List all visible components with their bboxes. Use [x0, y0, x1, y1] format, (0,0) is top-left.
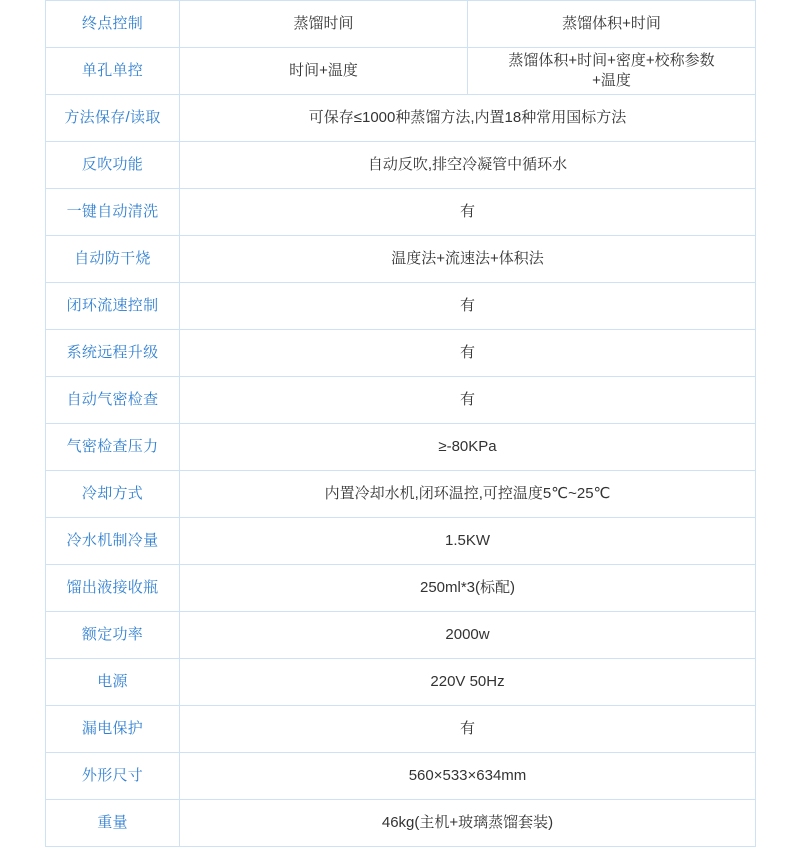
spec-label: 终点控制	[46, 1, 180, 48]
spec-value: 2000w	[180, 612, 756, 659]
spec-label: 气密检查压力	[46, 424, 180, 471]
spec-value: 有	[180, 377, 756, 424]
spec-value: 有	[180, 706, 756, 753]
specification-table-body	[46, 1, 756, 847]
spec-value: ≥-80KPa	[180, 424, 756, 471]
spec-label: 电源	[46, 659, 180, 706]
spec-label: 馏出液接收瓶	[46, 565, 180, 612]
spec-label: 闭环流速控制	[46, 283, 180, 330]
spec-value: 自动反吹,排空冷凝管中循环水	[180, 142, 756, 189]
specification-table	[45, 0, 756, 847]
spec-value: 有	[180, 189, 756, 236]
spec-value: 1.5KW	[180, 518, 756, 565]
table-row	[46, 330, 756, 377]
spec-label: 自动防干烧	[46, 236, 180, 283]
table-row	[46, 612, 756, 659]
spec-label: 额定功率	[46, 612, 180, 659]
spec-label: 一键自动清洗	[46, 189, 180, 236]
spec-label: 冷却方式	[46, 471, 180, 518]
spec-label: 漏电保护	[46, 706, 180, 753]
table-row	[46, 753, 756, 800]
table-row	[46, 236, 756, 283]
spec-value: 内置冷却水机,闭环温控,可控温度5℃~25℃	[180, 471, 756, 518]
table-row	[46, 283, 756, 330]
spec-label: 重量	[46, 800, 180, 847]
spec-value: 250ml*3(标配)	[180, 565, 756, 612]
spec-label: 系统远程升级	[46, 330, 180, 377]
spec-value: 温度法+流速法+体积法	[180, 236, 756, 283]
spec-value: 蒸馏体积+时间+密度+校称参数 +温度	[468, 48, 756, 95]
table-row	[46, 565, 756, 612]
table-row	[46, 518, 756, 565]
spec-value: 220V 50Hz	[180, 659, 756, 706]
spec-label: 方法保存/读取	[46, 95, 180, 142]
table-row	[46, 95, 756, 142]
table-row	[46, 706, 756, 753]
spec-label: 自动气密检查	[46, 377, 180, 424]
table-row	[46, 377, 756, 424]
spec-label: 反吹功能	[46, 142, 180, 189]
spec-value: 有	[180, 330, 756, 377]
table-row	[46, 659, 756, 706]
spec-value: 时间+温度	[180, 48, 468, 95]
table-row	[46, 142, 756, 189]
spec-label: 单孔单控	[46, 48, 180, 95]
table-row	[46, 48, 756, 95]
table-row	[46, 424, 756, 471]
table-row	[46, 800, 756, 847]
spec-value: 有	[180, 283, 756, 330]
spec-label: 外形尺寸	[46, 753, 180, 800]
spec-value: 46kg(主机+玻璃蒸馏套装)	[180, 800, 756, 847]
table-row	[46, 1, 756, 48]
spec-value: 蒸馏体积+时间	[468, 1, 756, 48]
spec-value: 蒸馏时间	[180, 1, 468, 48]
spec-label: 冷水机制冷量	[46, 518, 180, 565]
spec-value: 可保存≤1000种蒸馏方法,内置18种常用国标方法	[180, 95, 756, 142]
spec-value: 560×533×634mm	[180, 753, 756, 800]
table-row	[46, 471, 756, 518]
table-row	[46, 189, 756, 236]
